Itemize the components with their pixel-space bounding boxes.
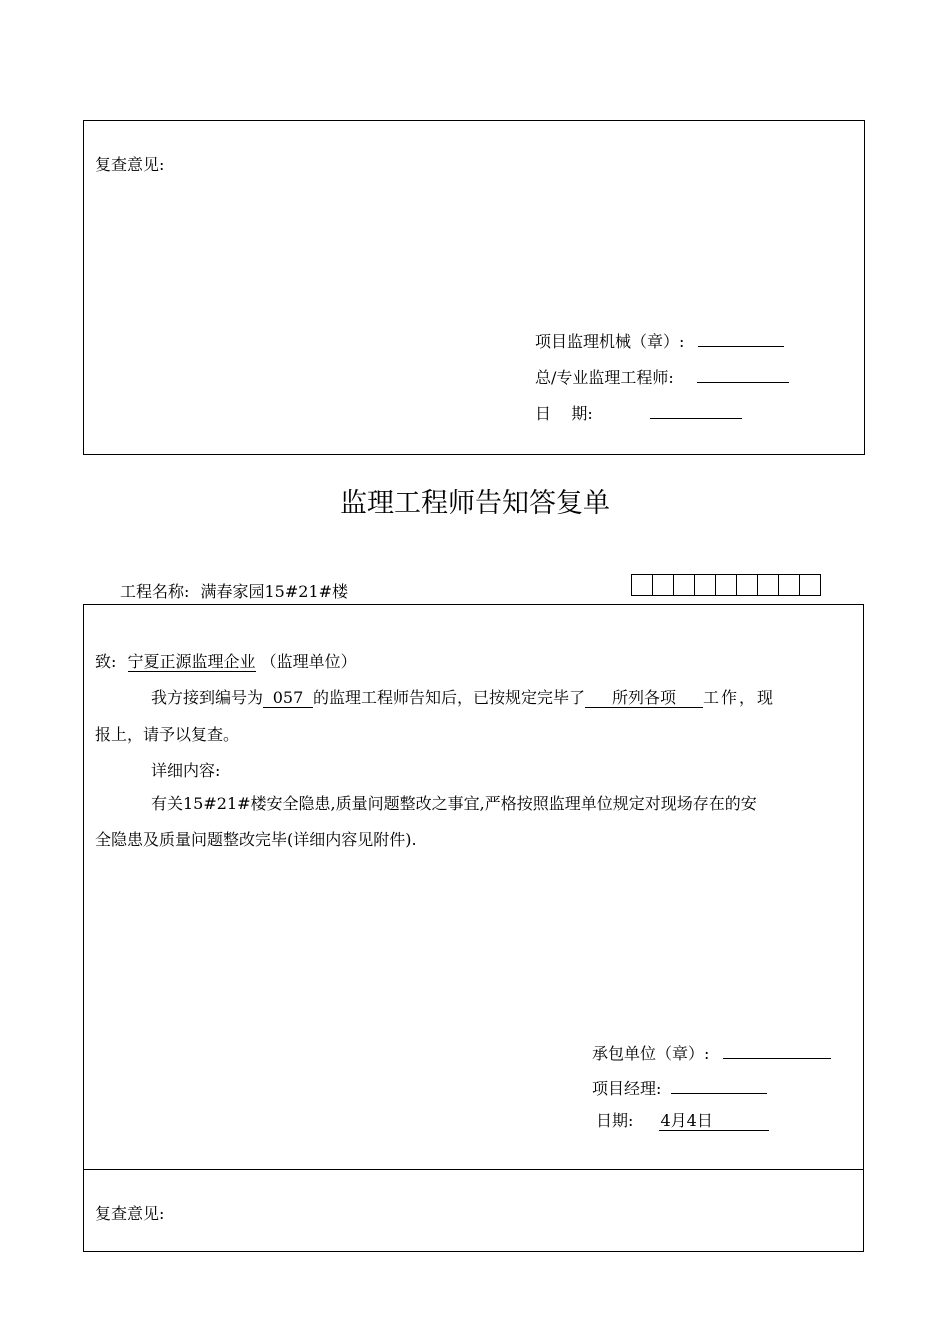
detail-line1: 有关15#21#楼安全隐患,质量问题整改之事宜,严格按照监理单位规定对现场存在的安 [151, 794, 757, 813]
top-date-blank[interactable] [650, 403, 742, 419]
statement-mid: 的监理工程师告知后，已按规定完毕了 [313, 688, 586, 707]
detail-line2: 全隐患及质量问题整改完毕(详细内容见附件). [95, 830, 417, 849]
notice-number: 057 [263, 690, 313, 708]
top-date-label: 日 期: [535, 404, 593, 423]
manager-label: 项目经理: [592, 1079, 662, 1098]
contractor-blank[interactable] [723, 1043, 831, 1059]
statement-post: 工作，现 [703, 688, 776, 707]
statement-pre: 我方接到编号为 [151, 688, 264, 707]
reply-statement-line1 [151, 690, 775, 708]
bottom-review-label: 复查意见: [95, 1204, 165, 1223]
manager-signature-line [592, 1078, 767, 1097]
code-box-cell[interactable] [694, 574, 716, 596]
form-code-boxes [631, 574, 821, 596]
code-box-cell[interactable] [778, 574, 800, 596]
engineer-blank[interactable] [697, 367, 789, 383]
top-review-section [83, 120, 865, 455]
bottom-date-label: 日期: [596, 1111, 634, 1130]
completed-items: 所列各项 [585, 690, 703, 708]
detail-label: 详细内容: [151, 761, 221, 780]
addressee-suffix: （监理单位） [260, 652, 357, 671]
code-box-cell[interactable] [799, 574, 821, 596]
contractor-label: 承包单位（章）: [592, 1044, 710, 1063]
top-date-line [535, 403, 742, 422]
contractor-stamp-line [592, 1043, 831, 1062]
supervision-org-label: 项目监理机械（章）: [535, 332, 685, 351]
top-review-label: 复查意见: [95, 155, 165, 174]
code-box-cell[interactable] [631, 574, 653, 596]
code-box-cell[interactable] [715, 574, 737, 596]
engineer-label: 总/专业监理工程师: [535, 368, 674, 387]
engineer-signature-line [535, 367, 789, 386]
code-box-cell[interactable] [736, 574, 758, 596]
addressee-value: 宁夏正源监理企业 [127, 652, 256, 671]
code-box-cell[interactable] [757, 574, 779, 596]
supervision-org-stamp-line [535, 331, 784, 350]
code-box-cell[interactable] [652, 574, 674, 596]
project-name-value: 满春家园15#21#楼 [200, 582, 349, 601]
bottom-review-section [83, 1169, 864, 1252]
bottom-date-value: 4月4日 [659, 1113, 769, 1131]
manager-blank[interactable] [671, 1078, 767, 1094]
reply-statement-line2: 报上，请予以复查。 [95, 725, 240, 744]
project-name-label: 工程名称: [120, 582, 190, 601]
bottom-date-line [596, 1113, 769, 1131]
page-title: 监理工程师告知答复单 [340, 488, 610, 519]
addressee-label: 致: [95, 652, 117, 671]
addressee-line [95, 654, 357, 672]
project-name-line [120, 584, 348, 600]
code-box-cell[interactable] [673, 574, 695, 596]
supervision-org-blank[interactable] [698, 331, 784, 347]
